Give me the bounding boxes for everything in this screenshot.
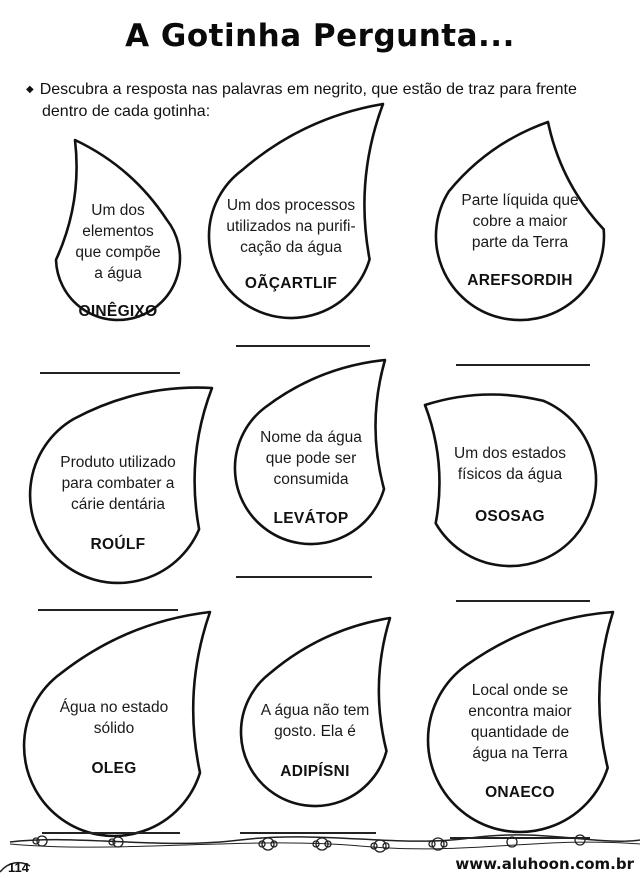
drop-clue — [24, 697, 204, 739]
drop-clue-line: Um dos processos — [226, 197, 356, 214]
scrambled-word: ADIPÍSNI — [280, 763, 350, 780]
scrambled-word: OÃÇARTLIF — [244, 275, 338, 292]
drop-clue-line: físicos da água — [457, 466, 563, 483]
page-number: 114 — [8, 860, 29, 875]
answer-line[interactable] — [40, 372, 180, 374]
bullet-icon: ◆ — [26, 84, 34, 95]
drop-clue — [436, 190, 604, 253]
drop-clue-line: sólido — [93, 720, 135, 737]
drop-clue-line: consumida — [273, 471, 349, 488]
drop-clue-line: Um dos — [91, 202, 145, 219]
drop-clue-line: para combater a — [61, 475, 175, 492]
answer-line[interactable] — [456, 364, 590, 366]
scrambled-word: OINÊGIXO — [78, 303, 158, 320]
drop-clue-line: Produto utilizado — [60, 454, 176, 471]
drop-clue-line: a água — [94, 265, 142, 282]
scrambled-word: OLEG — [91, 760, 137, 777]
drop-clue-line: gosto. Ela é — [274, 723, 356, 740]
drop-clue — [235, 427, 387, 490]
drop-clue-line: Parte líquida que — [461, 192, 579, 209]
drop-clue-line: cárie dentária — [71, 496, 165, 513]
drop-clue — [209, 195, 373, 258]
instruction-line-2: dentro de cada gotinha: — [42, 103, 211, 120]
answer-line[interactable] — [38, 609, 178, 611]
scrambled-word: LEVÁTOP — [273, 510, 349, 527]
instruction-line-1: Descubra a resposta nas palavras em negrito, que estão de traz para frente — [39, 81, 577, 98]
drop-clue — [30, 452, 206, 515]
drop-clue-line: que pode ser — [265, 450, 357, 467]
answer-line[interactable] — [236, 576, 372, 578]
site-url: www.aluhoon.com.br — [455, 855, 634, 873]
drop-clue-line: que compõe — [75, 244, 161, 261]
scrambled-word: AREFSORDIH — [467, 272, 573, 289]
drop-clue-line: Local onde se — [471, 682, 569, 699]
drop-clue-line: cação da água — [240, 239, 342, 256]
drop-clue-line: utilizados na purifi- — [226, 218, 356, 235]
drop-clue — [241, 700, 389, 742]
scrambled-word: ONAECO — [485, 784, 555, 801]
drop-clue-line: A água não tem — [260, 702, 370, 719]
scrambled-word: ROÚLF — [90, 536, 146, 553]
drop-clue-line: cobre a maior — [472, 213, 568, 230]
drop-clue-line: Nome da água — [260, 429, 362, 446]
drop-clue — [428, 680, 612, 764]
scrambled-word: OSOSAG — [475, 508, 545, 525]
drop-clue-line: parte da Terra — [471, 234, 569, 251]
drop-clue-line: Um dos estados — [454, 445, 566, 462]
drop-clue-line: Água no estado — [59, 699, 169, 716]
drop-clue-line: encontra maior — [468, 703, 572, 720]
answer-line[interactable] — [236, 345, 370, 347]
drop-clue — [56, 200, 180, 284]
answer-line[interactable] — [456, 600, 590, 602]
drop-clue — [424, 443, 596, 485]
drop-clue-line: água na Terra — [472, 745, 568, 762]
drop-clue-line: elementos — [82, 223, 154, 240]
drop-clue-line: quantidade de — [470, 724, 570, 741]
page-title: A Gotinha Pergunta... — [125, 18, 515, 54]
